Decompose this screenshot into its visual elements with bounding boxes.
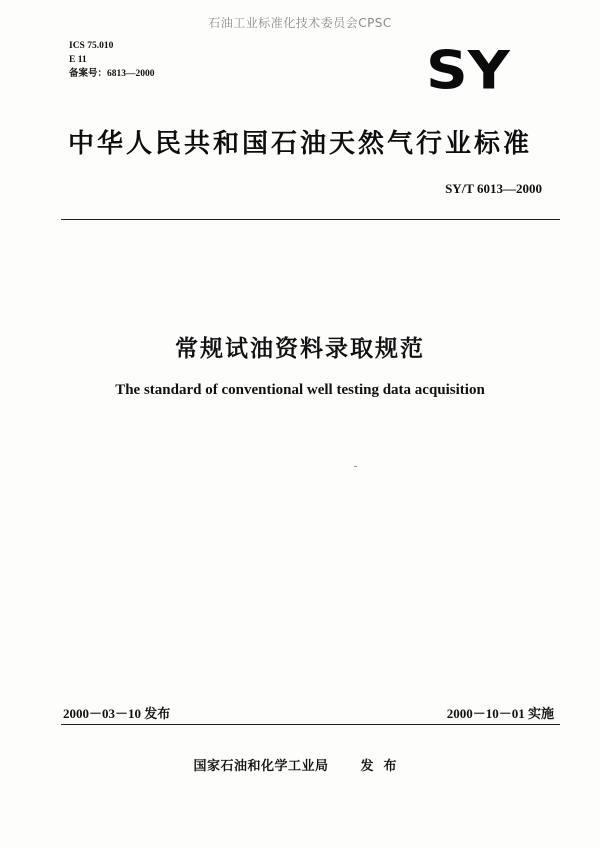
issuer-action: 发布: [360, 759, 407, 774]
issuer-line: [0, 755, 600, 774]
ics-code: ICS 75.010: [69, 41, 114, 51]
sy-logo: [426, 40, 530, 102]
watermark: 石油工业标准化技术委员会CPSC: [208, 16, 392, 30]
document-title-chinese: 常规试油资料录取规范: [175, 336, 425, 362]
classification-code: E 11: [69, 55, 87, 65]
sy-logo-text: SY: [426, 40, 510, 102]
header-divider: [61, 219, 560, 220]
record-number: 备案号：6813—2000: [69, 69, 155, 79]
implementation-date: 2000－10－01 实施: [446, 706, 554, 721]
issue-date: 2000－03－10 发布: [63, 706, 171, 721]
scan-speck: [354, 466, 357, 467]
footer-divider: [61, 724, 560, 725]
document-title-english: The standard of conventional well testing data acquisition: [115, 382, 485, 398]
standard-number: SY/T 6013—2000: [445, 181, 542, 196]
industry-standard-title: 中华人民共和国石油天然气行业标准: [67, 129, 532, 159]
issuing-organization: 国家石油和化学工业局: [193, 759, 329, 774]
